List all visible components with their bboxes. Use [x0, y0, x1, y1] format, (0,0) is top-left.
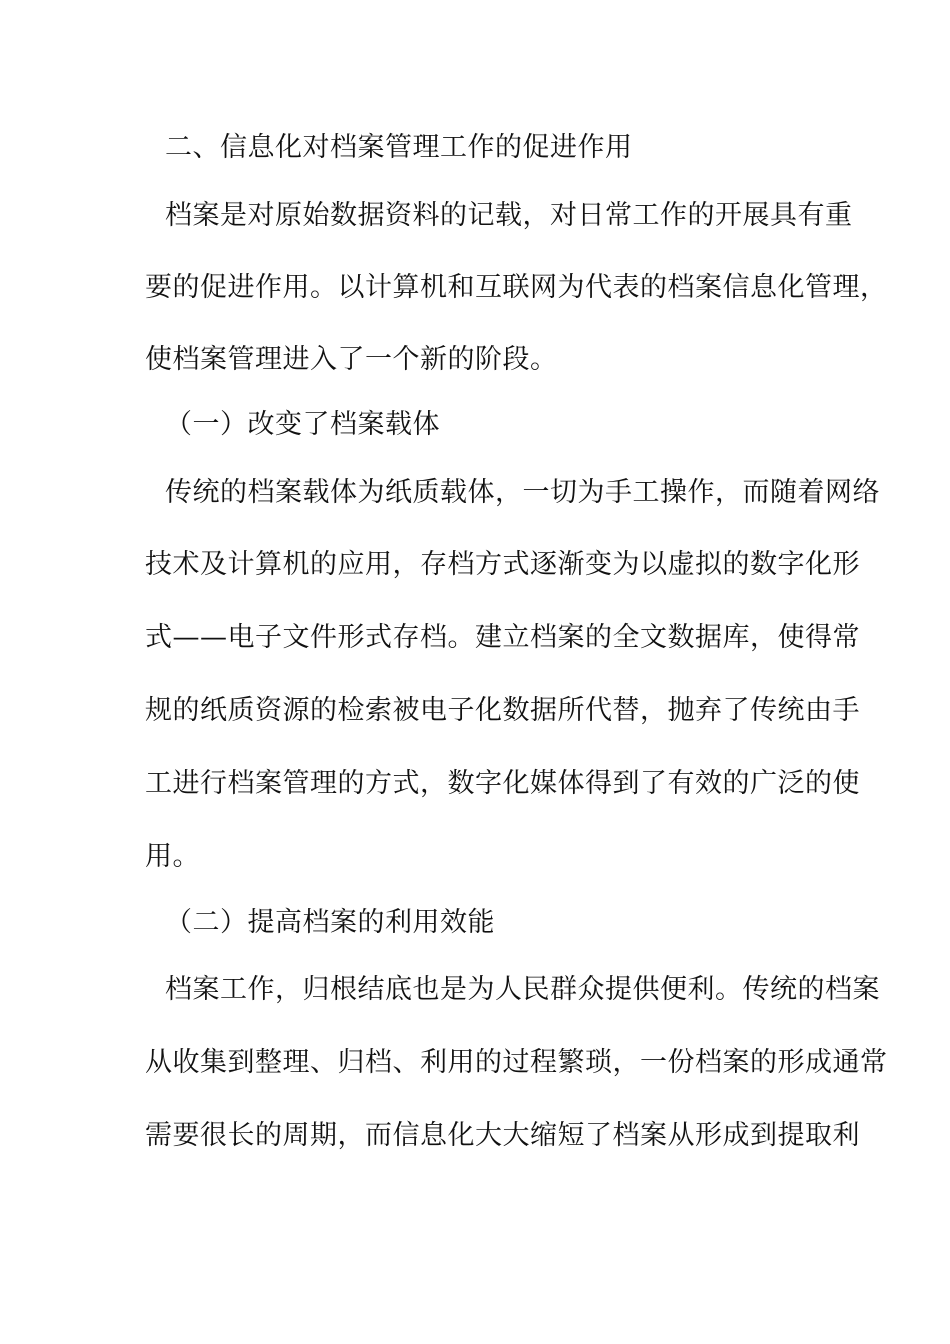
paragraph-line: 用。	[145, 841, 200, 872]
paragraph-line: 传统的档案载体为纸质载体，一切为手工操作，而随着网络	[165, 477, 880, 508]
paragraph-line: 技术及计算机的应用，存档方式逐渐变为以虚拟的数字化形	[145, 549, 860, 580]
paragraph-line: 需要很长的周期，而信息化大大缩短了档案从形成到提取利	[145, 1120, 860, 1151]
paragraph-line: 档案工作，归根结底也是为人民群众提供便利。传统的档案	[165, 974, 880, 1005]
paragraph-line: 工进行档案管理的方式，数字化媒体得到了有效的广泛的使	[145, 768, 860, 799]
section-heading: 二、信息化对档案管理工作的促进作用	[165, 132, 633, 163]
paragraph-line: 从收集到整理、归档、利用的过程繁琐，一份档案的形成通常	[145, 1047, 888, 1078]
paragraph-line: 使档案管理进入了一个新的阶段。	[145, 344, 558, 375]
paragraph-line: 要的促进作用。以计算机和互联网为代表的档案信息化管理，	[145, 272, 888, 303]
paragraph-line: 档案是对原始数据资料的记载，对日常工作的开展具有重	[165, 200, 853, 231]
paragraph-line: 规的纸质资源的检索被电子化数据所代替，抛弃了传统由手	[145, 695, 860, 726]
paragraph-line: 式——电子文件形式存档。建立档案的全文数据库，使得常	[145, 622, 860, 653]
subheading-2: （二）提高档案的利用效能	[165, 907, 495, 938]
subheading-1: （一）改变了档案载体	[165, 409, 440, 440]
